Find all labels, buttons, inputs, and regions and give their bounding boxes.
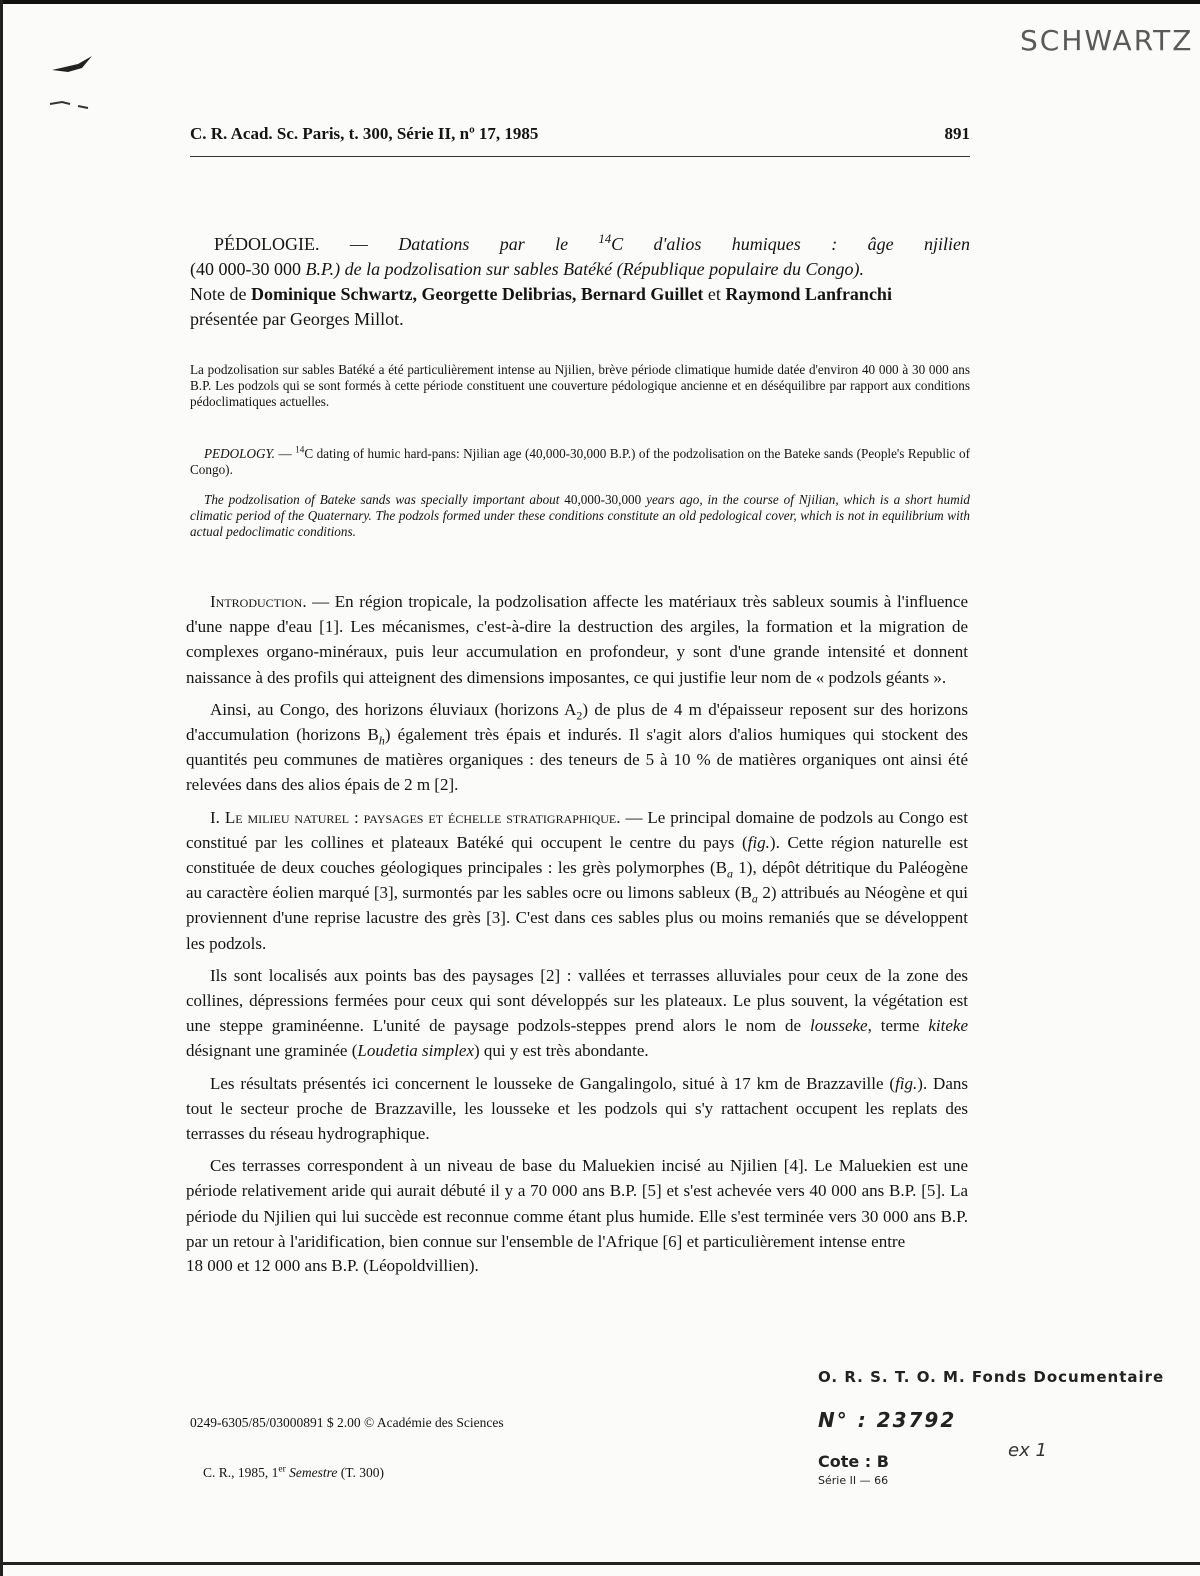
handwritten-name: SCHWARTZ — [1020, 24, 1194, 57]
ba-sub-1: a — [726, 866, 733, 881]
landscape-paragraph — [186, 963, 968, 1064]
footer-cr-sup: er — [278, 1464, 286, 1475]
french-abstract: La podzolisation sur sables Batéké a été particulièrement intense au Njilien, brève période climatique humide datée d'environ 40 000 à 30 000 ans B.P. Les podzols qui se sont formés à cette période constituent une couverture pédologique ancienne et en déséquilibre par rapport aux conditions pédoclimatiques actuelles. — [190, 362, 970, 409]
title-part1: Datations par le — [398, 234, 599, 254]
footer-cr-suffix: (T. 300) — [337, 1465, 384, 1480]
landscape-text-d: ) qui y est très abondante. — [474, 1041, 649, 1061]
horizons-text-c: ) également très épais et indurés. Il s'agit alors d'alios humiques qui stockent des quantités peu communes de matières organiques : des teneurs de 5 à 10 % de matières organiques ont ainsi été relevées dans des alios épais de 2 m [2]. — [186, 725, 968, 795]
title-part4: ) de la podzolisation sur sables Batéké (République populaire du Congo). — [334, 259, 864, 279]
title-dash: — — [349, 234, 368, 254]
horizons-paragraph — [186, 697, 968, 798]
section1-text-b: ). Cette région naturelle est constituée de deux couches géologiques principales : les grès polymorphes (B — [186, 832, 968, 878]
header-rule — [190, 156, 970, 157]
stamp-number: N° : 23792 — [818, 1408, 957, 1432]
title-bp: B.P. — [305, 259, 335, 279]
results-paragraph — [186, 1071, 968, 1147]
results-text-b: ). Dans tout le secteur proche de Brazzaville, les lousseke et les podzols qui s'y rattachent occupent les replats des terrasses du réseau hydrographique. — [186, 1073, 968, 1144]
section1-text-d: 2) attribués au Néogène et qui proviennent d'une reprise lacustre des grès [3]. C'est dans ces sables plus ou moins remaniés que se développent les podzols. — [186, 883, 968, 953]
journal-header — [190, 124, 970, 144]
presented-by: présentée par Georges Millot. — [190, 309, 404, 329]
english-abstract-p2: years ago, in the course of Njilian, which is a short humid climatic period of the Quaternary. The podzols formed under these conditions constitute an old pedological cover, which is not in equilibrium with actual pedoclimatic conditions. — [190, 492, 970, 539]
stamp-cote: Cote : B — [818, 1452, 889, 1471]
authors-first: Dominique Schwartz, Georgette Delibrias, Bernard Guillet — [250, 284, 704, 304]
terraces-paragraph — [186, 1153, 968, 1254]
term-loudetia: Loudetia simplex — [357, 1041, 474, 1061]
horizon-h-sub: h — [378, 733, 385, 748]
terraces-last-line — [186, 1253, 968, 1278]
horizons-text-b: ) de plus de 4 m d'épaisseur reposent sur des horizons d'accumulation (horizons B — [186, 699, 969, 745]
term-kiteke: kiteke — [928, 1016, 968, 1036]
landscape-text-a: Ils sont localisés aux points bas des paysages [2] : vallées et terrasses alluviales pour ceux de la zone des collines, dépressions fermées pour ceux qui sont développés sur les plateaux. Le plus souvent, la végétation est une steppe graminéenne. L'unité de paysage podzols-steppes prend alors le nom de — [186, 965, 968, 1036]
journal-citation: C. R. Acad. Sc. Paris, t. 300, Série II, nº 17, 1985 — [190, 124, 539, 143]
landscape-text-c: désignant une graminée ( — [186, 1041, 358, 1061]
horizons-text-a: Ainsi, au Congo, des horizons éluviaux (horizons A — [210, 699, 577, 719]
section1-text-c: 1), dépôt détritique du Paléogène au caractère éolien marqué [3], surmontés par les sables ocre ou limons sableux (B — [186, 858, 968, 903]
english-abstract-dates: 40,000-30,000 — [564, 492, 642, 507]
page-number: 891 — [944, 124, 970, 143]
english-abstract — [190, 492, 970, 540]
scan-top-edge — [0, 0, 1200, 4]
horizon-a-sub: 2 — [576, 708, 583, 723]
orstom-stamp: O. R. S. T. O. M. Fonds Documentaire — [818, 1368, 1165, 1386]
term-lousseke: lousseke — [810, 1016, 868, 1036]
scan-left-edge — [0, 0, 3, 1576]
section1-heading: I. Le milieu naturel : paysages et échelle stratigraphique. — [210, 807, 621, 827]
english-c14-sup: 14 — [295, 444, 305, 455]
terraces-text: Ces terrasses correspondent à un niveau de base du Maluekien incisé au Njilien [4]. Le Maluekien est une période relativement aride qui aurait débuté il y a 70 000 ans B.P. [5] et s'est achevée vers 40 000 ans B.P. [5]. La période du Njilien qui lui succède est reconnue comme étant plus humide. Elle s'est terminée vers 30 000 ans B.P. par un retour à l'aridification, bien connue sur l'ensemble de l'Afrique [6] et particulièrement intense entre — [186, 1156, 968, 1251]
article-body — [186, 589, 968, 1278]
english-abstract-p1: The podzolisation of Bateke sands was specially important about — [204, 492, 565, 507]
ba-sub-2: a — [751, 891, 758, 906]
footer-code: 0249-6305/85/03000891 $ 2.00 © Académie des Sciences — [190, 1415, 504, 1430]
note-prefix: Note de — [190, 284, 251, 304]
fig-ref-2: fig. — [895, 1073, 918, 1093]
article-title-block — [190, 232, 970, 332]
landscape-text-b: , terme — [867, 1016, 929, 1036]
fig-ref: fig. — [747, 832, 770, 852]
title-part3: (40 000-30 000 — [190, 259, 306, 279]
scan-bottom-edge — [0, 1562, 1200, 1565]
ink-mark-icon — [48, 52, 108, 122]
authors-last: Raymond Lanfranchi — [725, 284, 892, 304]
intro-text: — En région tropicale, la podzolisation affecte les matériaux très sableux soumis à l'influence d'une nappe d'eau [1]. Les mécanismes, c'est-à-dire la destruction des argiles, la formation et la migration de complexes organo-minéraux, puis leur accumulation en profondeur, y sont d'une grande intensité et donnent naissance à des profils qui atteignent des dimensions imposantes, ce qui justifie leur nom de « podzols géants ». — [186, 592, 968, 687]
section1-text-a: — Le principal domaine de podzols au Congo est constitué par les collines et plateaux Batéké qui occupent le centre du pays ( — [186, 807, 968, 852]
english-title-text: C dating of humic hard-pans: Njilian age (40,000-30,000 B.P.) of the podzolisation on the Bateke sands (People's Republic of Congo). — [190, 446, 970, 477]
section1-paragraph — [186, 805, 968, 956]
intro-heading: Introduction. — [210, 592, 307, 611]
title-part2: C d'alios humiques : âge njilien — [611, 234, 970, 254]
intro-paragraph — [186, 589, 968, 690]
stamp-ex: ex 1 — [1008, 1440, 1047, 1461]
results-text-a: Les résultats présentés ici concernent le lousseke de Gangalingolo, situé à 17 km de Brazzaville ( — [210, 1073, 896, 1093]
title-c14-sup: 14 — [598, 232, 612, 246]
english-field-label: PEDOLOGY. — [204, 446, 275, 461]
footer-cr-prefix: C. R., 1985, 1 — [203, 1465, 279, 1480]
footer-cr-semestre: Semestre — [285, 1465, 338, 1480]
footer-citation — [203, 1465, 384, 1481]
stamp-serie: Série II — 66 — [818, 1474, 889, 1487]
english-title: PEDOLOGY. — $^{14}$C dating of humic hard-pans: Njilian age (40,000-30,000 B.P.) of the podzolisation on the Bateke sands (People's Republic of Congo). — [190, 444, 970, 477]
authors-and: et — [703, 284, 726, 304]
field-label: PÉDOLOGIE. — [214, 234, 320, 254]
terraces-last-text: 18 000 et 12 000 ans B.P. (Léopoldvillien). — [186, 1256, 479, 1276]
